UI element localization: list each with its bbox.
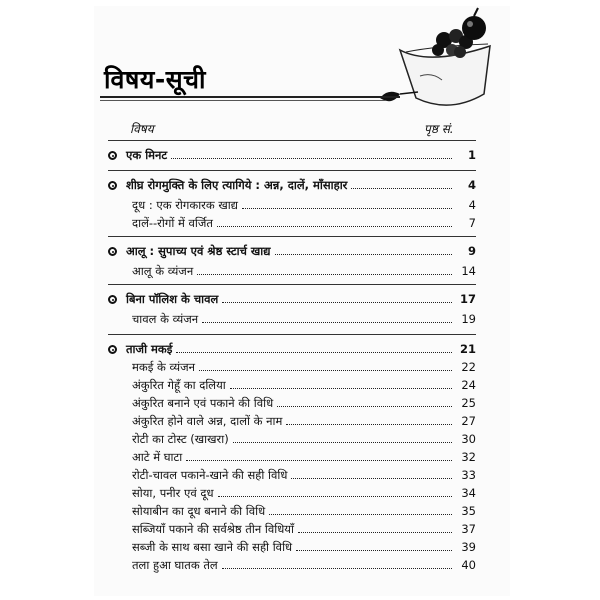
leader-dots [269,514,452,515]
toc-entry-page: 34 [461,486,476,500]
toc-entry-label: रोटी का टोस्ट (खाखरा) [132,432,229,446]
page-title: विषय-सूची [104,65,206,94]
toc-entry-label: बिना पॉलिश के चावल [126,292,219,306]
toc-entry-label: आलू के व्यंजन [132,264,194,278]
toc-entry-page: 4 [467,178,476,192]
leader-dots [171,158,452,159]
toc-entry-page: 19 [461,312,476,326]
toc-entry-page: 14 [461,264,476,278]
toc-entry-page: 7 [468,216,476,230]
toc-entry-label: दूध : एक रोगकारक खाद्य [132,198,238,212]
toc-entry [132,536,476,554]
column-header-subject: विषय [130,122,154,136]
toc-entry [108,240,476,258]
toc-entry-label: चावल के व्यंजन [132,312,199,326]
toc-entry-label: शीघ्र रोगमुक्ति के लिए त्यागिये : अन्न, दालें, माँसाहार [126,178,348,192]
section-divider [108,236,476,237]
ring-bullet-icon [108,345,117,354]
toc-entry [132,212,476,230]
leader-dots [222,302,452,303]
toc-entry [132,308,476,326]
toc-entry [108,144,476,162]
toc-entry-label: सब्जी के साथ बसा खाने की सही विधि [132,540,293,554]
ring-bullet-icon [108,181,117,190]
toc-entry-label: अंकुरित बनाने एवं पकाने की विधि [132,396,274,410]
leader-dots [217,226,452,227]
ring-bullet-icon [108,247,117,256]
toc-entry [132,428,476,446]
toc-entry [108,338,476,356]
toc-entry-label: तला हुआ घातक तेल [132,558,218,572]
toc-entry [132,554,476,572]
section-divider [108,170,476,171]
toc-entry-label: अंकुरित होने वाले अन्न, दालों के नाम [132,414,283,428]
column-header-page: पृष्ठ सं. [424,122,454,136]
toc-entry-label: सोया, पनीर एवं दूध [132,486,214,500]
toc-entry-page: 27 [461,414,476,428]
toc-entry-label: सोयाबीन का दूध बनाने की विधि [132,504,266,518]
leader-dots [275,254,452,255]
toc-entry [108,174,476,192]
toc-entry [108,288,476,306]
toc-entry-page: 37 [461,522,476,536]
toc-entry [132,374,476,392]
leader-dots [291,478,452,479]
section-divider [108,140,476,141]
toc-entry [132,260,476,278]
section-divider [108,284,476,285]
toc-entry [132,500,476,518]
section-divider [108,334,476,335]
leader-dots [222,568,452,569]
leader-dots [197,274,452,275]
title-underline [100,96,400,98]
toc-entry-label: आलू : सुपाच्य एवं श्रेष्ठ स्टार्च खाद्य [126,244,271,258]
toc-entry-page: 35 [461,504,476,518]
leader-dots [230,388,452,389]
toc-entry-page: 32 [461,450,476,464]
leader-dots [277,406,452,407]
toc-entry [132,464,476,482]
toc-entry-label: मकई के व्यंजन [132,360,196,374]
ring-bullet-icon [108,295,117,304]
toc-entry-page: 25 [461,396,476,410]
toc-entry-label: सब्जियाँ पकाने की सर्वश्रेष्ठ तीन विधियाँ [132,522,294,536]
toc-entry [132,446,476,464]
title-underline-thin [100,100,386,101]
toc-entry-page: 21 [459,342,476,356]
leader-dots [242,208,452,209]
toc-entry-page: 4 [468,198,476,212]
toc-entry-page: 30 [461,432,476,446]
leader-dots [233,442,452,443]
toc-entry-page: 17 [459,292,476,306]
toc-entry [132,356,476,374]
toc-entry-label: आटे में घाटा [132,450,183,464]
toc-entry [132,482,476,500]
toc-entry-label: रोटी-चावल पकाने-खाने की सही विधि [132,468,288,482]
toc-entry-page: 40 [461,558,476,572]
leader-dots [199,370,452,371]
toc-entry [132,392,476,410]
toc-entry-page: 9 [467,244,476,258]
leader-dots [202,322,452,323]
toc-entry-page: 39 [461,540,476,554]
leader-dots [286,424,452,425]
toc-entry-page: 1 [467,148,476,162]
toc-entry-page: 22 [461,360,476,374]
leader-dots [296,550,452,551]
toc-entry-page: 33 [461,468,476,482]
toc-entry-label: एक मिनट [126,148,168,162]
toc-entry-label: ताजी मकई [126,342,173,356]
toc-entry [132,410,476,428]
toc-entry [132,194,476,212]
leader-dots [218,496,452,497]
toc-entry-label: अंकुरित गेहूँ का दलिया [132,378,226,392]
toc-entry-label: दालें--रोगों में वर्जित [132,216,213,230]
leader-dots [351,188,452,189]
ring-bullet-icon [108,151,117,160]
leader-dots [186,460,452,461]
toc-entry-page: 24 [461,378,476,392]
toc-entry [132,518,476,536]
leader-dots [298,532,452,533]
leader-dots [176,352,452,353]
